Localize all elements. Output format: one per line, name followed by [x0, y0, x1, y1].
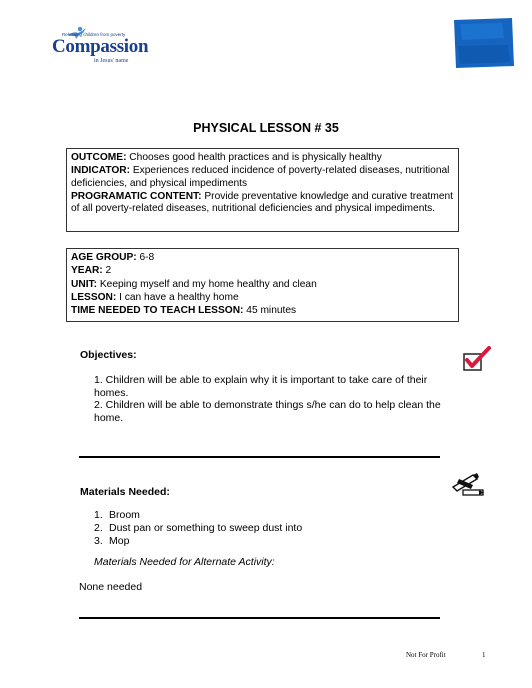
- logo-tagline: Releasing children from poverty: [62, 32, 126, 37]
- unit-label: UNIT:: [71, 278, 98, 290]
- unit-value: Keeping myself and my home healthy and clean: [97, 278, 317, 290]
- objective-item: 1. Children will be able to explain why it is important to take care of their homes.: [94, 374, 428, 399]
- pencil-tools-icon: [451, 471, 487, 497]
- outcome-label: OUTCOME:: [71, 152, 127, 163]
- material-item: [94, 522, 302, 535]
- lesson-value: I can have a healthy home: [116, 291, 239, 303]
- age-value: 6-8: [136, 252, 155, 263]
- lesson-line: [71, 292, 454, 304]
- year-value: 2: [102, 265, 112, 277]
- year-line: [71, 265, 454, 277]
- checkbox-check-icon: [462, 346, 492, 372]
- time-line: [71, 305, 454, 317]
- outcome-box: [66, 148, 459, 232]
- outcome-line: [71, 152, 454, 164]
- material-text: Broom: [109, 509, 140, 521]
- alternate-materials-heading: Materials Needed for Alternate Activity:: [94, 556, 275, 568]
- objectives-heading: Objectives:: [80, 349, 137, 361]
- logo-wordmark: Compassion: [52, 36, 149, 57]
- material-number: 3.: [94, 534, 103, 547]
- section-divider: [79, 617, 440, 619]
- objective-item: 2. Children will be able to demonstrate things s/he can do to help clean the home.: [94, 399, 441, 424]
- material-text: Dust pan or something to sweep dust into: [109, 521, 303, 534]
- objectives-list: [94, 374, 444, 424]
- year-label: YEAR:: [71, 265, 103, 277]
- material-item: [94, 509, 302, 522]
- footer-note: Not For Profit: [406, 651, 446, 659]
- page-number: 1: [482, 651, 486, 659]
- material-text: Mop: [109, 534, 130, 547]
- materials-heading: Materials Needed:: [80, 486, 170, 498]
- indicator-value: Experiences reduced incidence of poverty-related diseases, nutritional deficiencies, and physical impediments: [71, 165, 450, 189]
- page-title: PHYSICAL LESSON # 35: [193, 121, 339, 135]
- time-label: TIME NEEDED TO TEACH LESSON:: [71, 305, 244, 317]
- lesson-info-box: [66, 248, 459, 322]
- unit-line: [71, 279, 454, 291]
- age-line: [71, 252, 454, 264]
- material-item: [94, 535, 302, 548]
- lesson-label: LESSON:: [71, 291, 117, 303]
- material-number: 1.: [94, 509, 103, 521]
- indicator-label: INDICATOR:: [71, 165, 131, 177]
- alternate-materials-value: None needed: [79, 581, 143, 593]
- materials-list: [94, 509, 302, 547]
- content-label: PROGRAMATIC CONTENT:: [71, 190, 202, 202]
- logo-subline: in Jesus' name: [94, 58, 129, 64]
- outcome-value: Chooses good health practices and is physically healthy: [126, 152, 382, 163]
- age-label: AGE GROUP:: [71, 252, 137, 263]
- time-value: 45 minutes: [243, 305, 297, 317]
- content-value: Provide preventative knowledge and curative treatment of all poverty-related diseases, nutritional deficiencies and physical impediments.: [71, 190, 453, 215]
- indicator-line: [71, 165, 454, 190]
- material-number: 2.: [94, 521, 103, 534]
- section-divider: [79, 456, 440, 458]
- corner-blue-block: [452, 18, 514, 68]
- compassion-logo: [48, 26, 168, 70]
- content-line: [71, 191, 454, 216]
